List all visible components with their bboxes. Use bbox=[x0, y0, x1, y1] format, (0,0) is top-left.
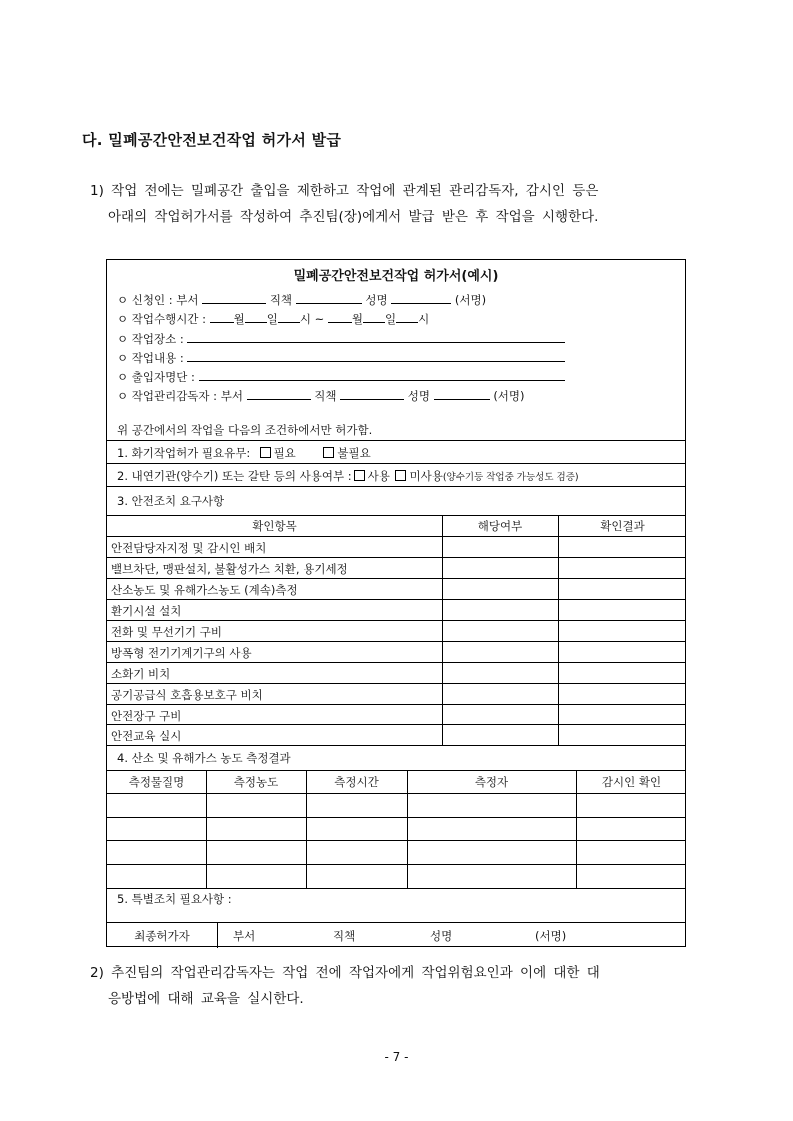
divider bbox=[107, 463, 685, 464]
applicant-job-label: 직책 bbox=[269, 293, 293, 307]
hour-label-end: 시 bbox=[418, 312, 430, 326]
not-required-label: 불필요 bbox=[337, 446, 371, 460]
no-use-label: 미사용 bbox=[409, 469, 443, 483]
column-divider bbox=[558, 515, 559, 745]
check-header-item: 확인항목 bbox=[252, 519, 297, 533]
check-item: 산소농도 및 유해가스농도 (계속)측정 bbox=[111, 583, 298, 597]
work-place-row bbox=[117, 330, 565, 347]
final-sign-label: (서명) bbox=[535, 929, 567, 943]
divider bbox=[107, 515, 685, 516]
supervisor-job-label: 직책 bbox=[314, 389, 337, 403]
end-hour-field[interactable] bbox=[396, 310, 418, 323]
table-row bbox=[107, 864, 685, 865]
check-item: 환기시설 설치 bbox=[111, 604, 182, 618]
item-1-row bbox=[117, 445, 371, 461]
work-content-label: ㅇ 작업내용 : bbox=[117, 351, 184, 365]
final-job-label: 직책 bbox=[333, 929, 356, 943]
start-month-field[interactable] bbox=[210, 310, 234, 323]
paragraph-2-line1 bbox=[90, 960, 730, 986]
work-time-label: ㅇ 작업수행시간 : bbox=[117, 312, 206, 326]
paragraph-2 bbox=[90, 960, 730, 1012]
tilde: ~ bbox=[314, 312, 325, 326]
check-item: 밸브차단, 맹판설치, 불활성가스 치환, 용기세정 bbox=[111, 562, 348, 576]
entrants-label: ㅇ 출입자명단 : bbox=[117, 370, 195, 384]
page-number: - 7 - bbox=[384, 1050, 409, 1064]
item-2-label: 2. 내연기관(양수기) 또는 갈탄 등의 사용여부 : bbox=[117, 469, 352, 483]
end-day-field[interactable] bbox=[363, 310, 385, 323]
paragraph-1 bbox=[90, 178, 730, 230]
final-approver-label: 최종허가자 bbox=[134, 929, 190, 943]
column-divider bbox=[442, 515, 443, 745]
paragraph-1-text1: 작업 전에는 밀폐공간 출입을 제한하고 작업에 관계된 관리감독자, 감시인 등은 bbox=[111, 183, 599, 199]
end-month-field[interactable] bbox=[328, 310, 352, 323]
divider bbox=[107, 888, 685, 889]
form-title: 밀폐공간안전보건작업 허가서(예시) bbox=[293, 269, 499, 284]
applicant-name-field[interactable] bbox=[391, 291, 451, 304]
check-item: 전화 및 무선기기 구비 bbox=[111, 625, 222, 639]
use-label: 사용 bbox=[367, 469, 390, 483]
applicant-sign-label: (서명) bbox=[454, 293, 487, 307]
day-label: 일 bbox=[266, 312, 278, 326]
divider bbox=[107, 440, 685, 441]
applicant-row bbox=[117, 291, 486, 308]
entrants-row bbox=[117, 368, 565, 385]
divider bbox=[107, 922, 685, 923]
engine-use-checkbox[interactable] bbox=[354, 470, 365, 481]
work-place-label: ㅇ 작업장소 : bbox=[117, 332, 184, 346]
item-2-note: (양수기등 작업중 가능성도 검증) bbox=[442, 472, 579, 483]
item-2-row bbox=[117, 468, 579, 484]
condition-text: 위 공간에서의 작업을 다음의 조건하에서만 허가함. bbox=[117, 423, 373, 437]
hour-label: 시 bbox=[299, 312, 311, 326]
work-content-row bbox=[117, 349, 565, 366]
measure-header-monitor: 감시인 확인 bbox=[601, 775, 662, 789]
supervisor-dept-field[interactable] bbox=[247, 387, 311, 400]
measure-header-substance: 측정물질명 bbox=[128, 775, 185, 789]
section-heading: 다. 밀폐공간안전보건작업 허가서 발급 bbox=[82, 131, 342, 149]
measure-header-measurer: 측정자 bbox=[474, 775, 509, 789]
table-row bbox=[107, 793, 685, 794]
supervisor-name-label: 성명 bbox=[407, 389, 430, 403]
paragraph-1-line1 bbox=[90, 178, 730, 204]
entrants-field[interactable] bbox=[199, 368, 565, 381]
measure-header-concentration: 측정농도 bbox=[233, 775, 279, 789]
final-dept-label: 부서 bbox=[233, 929, 256, 943]
check-item: 방폭형 전기기계기구의 사용 bbox=[111, 646, 252, 660]
work-content-field[interactable] bbox=[187, 349, 565, 362]
table-row bbox=[107, 817, 685, 818]
item-5-label: 5. 특별조치 필요사항 : bbox=[117, 892, 232, 906]
check-item: 안전담당자지정 및 감시인 배치 bbox=[111, 541, 267, 555]
month-label: 월 bbox=[233, 312, 245, 326]
check-item: 안전교육 실시 bbox=[111, 729, 182, 743]
divider bbox=[107, 745, 685, 746]
fire-work-not-required-checkbox[interactable] bbox=[323, 447, 334, 458]
paragraph-2-number: 2) bbox=[90, 965, 104, 981]
supervisor-row bbox=[117, 387, 525, 404]
fire-work-required-checkbox[interactable] bbox=[260, 447, 271, 458]
supervisor-job-field[interactable] bbox=[340, 387, 404, 400]
engine-no-use-checkbox[interactable] bbox=[395, 470, 406, 481]
check-header-applicable: 해당여부 bbox=[477, 519, 523, 533]
check-header-result: 확인결과 bbox=[600, 519, 645, 533]
item-4-label: 4. 산소 및 유해가스 농도 측정결과 bbox=[117, 751, 291, 765]
paragraph-1-line2: 아래의 작업허가서를 작성하여 추진팀(장)에게서 발급 받은 후 작업을 시행한다. bbox=[108, 209, 599, 225]
applicant-dept-field[interactable] bbox=[202, 291, 266, 304]
paragraph-2-text1: 추진팀의 작업관리감독자는 작업 전에 작업자에게 작업위험요인과 이에 대한 대 bbox=[111, 965, 600, 981]
check-item: 안전장구 구비 bbox=[111, 709, 182, 723]
applicant-job-field[interactable] bbox=[296, 291, 362, 304]
supervisor-label: ㅇ 작업관리감독자 : 부서 bbox=[117, 389, 243, 403]
supervisor-sign-label: (서명) bbox=[493, 389, 525, 403]
check-item: 공기공급식 호흡용보호구 비치 bbox=[111, 688, 263, 702]
final-name-label: 성명 bbox=[430, 929, 453, 943]
table-row bbox=[107, 840, 685, 841]
start-day-field[interactable] bbox=[245, 310, 267, 323]
required-label: 필요 bbox=[273, 446, 296, 460]
applicant-name-label: 성명 bbox=[365, 293, 388, 307]
start-hour-field[interactable] bbox=[278, 310, 300, 323]
divider bbox=[107, 486, 685, 487]
item-3-label: 3. 안전조치 요구사항 bbox=[117, 494, 225, 508]
paragraph-2-line2: 응방법에 대해 교육을 실시한다. bbox=[108, 991, 304, 1007]
work-permit-form bbox=[106, 259, 686, 947]
work-time-row bbox=[117, 310, 429, 327]
day-label-end: 일 bbox=[385, 312, 397, 326]
column-divider bbox=[217, 922, 218, 948]
item-1-label: 1. 화기작업허가 필요유무: bbox=[117, 446, 251, 460]
supervisor-name-field[interactable] bbox=[434, 387, 490, 400]
month-label-end: 월 bbox=[351, 312, 363, 326]
measure-header-time: 측정시간 bbox=[334, 775, 379, 789]
check-item: 소화기 비치 bbox=[111, 667, 171, 681]
divider bbox=[107, 770, 685, 771]
work-place-field[interactable] bbox=[187, 330, 565, 343]
applicant-label: ㅇ 신청인 : 부서 bbox=[117, 293, 199, 307]
paragraph-1-number: 1) bbox=[90, 183, 104, 199]
